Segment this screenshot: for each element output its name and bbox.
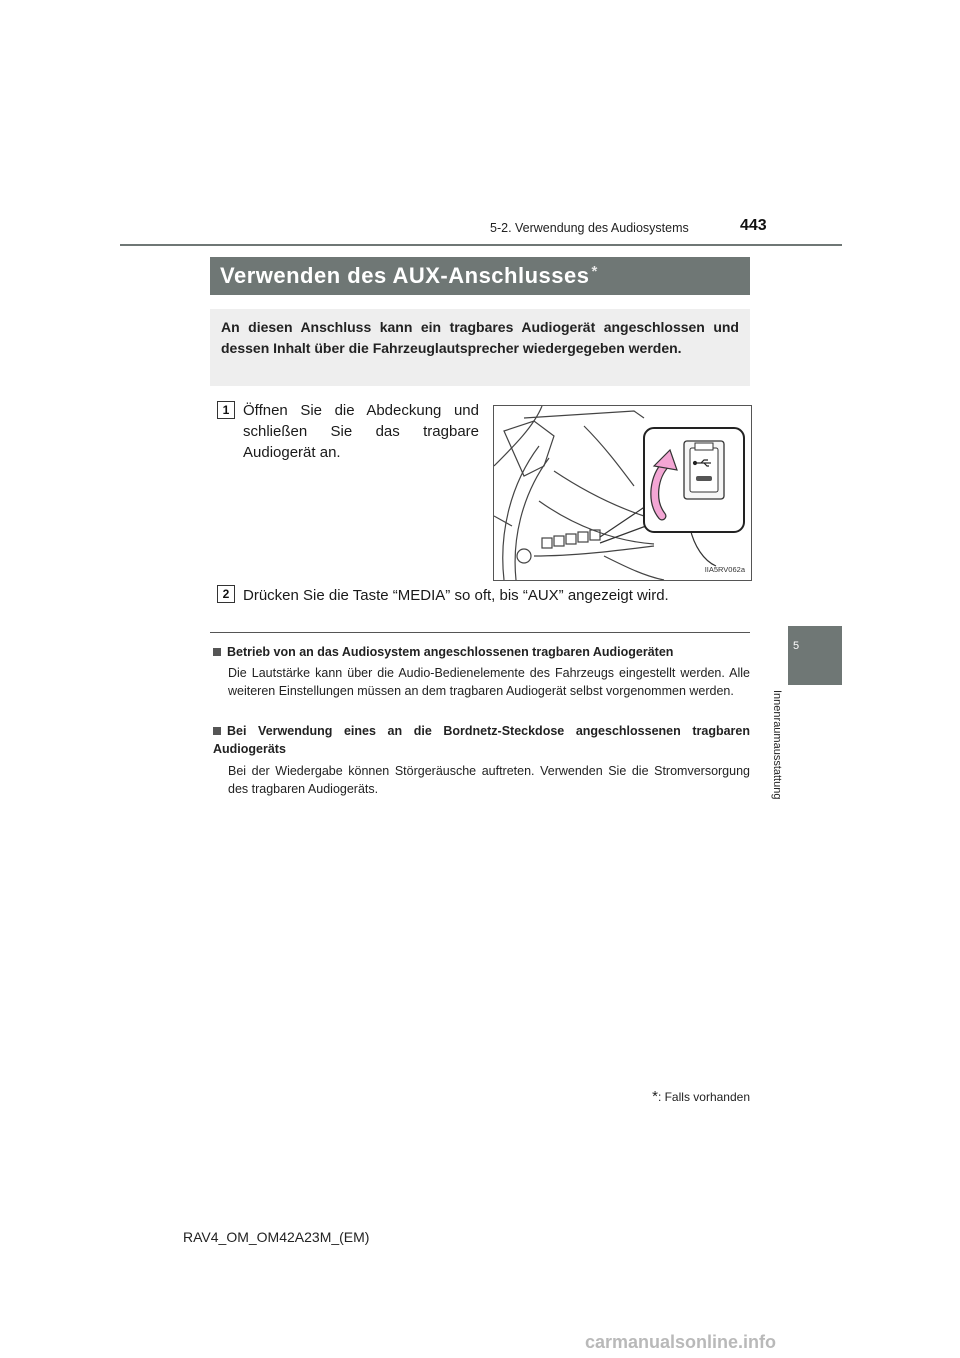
- section-title-bar: [210, 257, 750, 295]
- note-1-heading-text: Betrieb von an das Audiosystem angeschlossenen tragbaren Audiogeräten: [227, 645, 674, 659]
- document-code: RAV4_OM_OM42A23M_(EM): [183, 1229, 370, 1245]
- notes-divider: [210, 632, 750, 633]
- figure-code: IIA5RV062a: [704, 565, 745, 574]
- running-header-section: 5-2. Verwendung des Audiosystems: [490, 221, 689, 235]
- section-title: [220, 263, 598, 289]
- chapter-number: 5: [792, 640, 800, 652]
- note-2-heading-text: Bei Verwendung eines an die Bordnetz-Steckdose angeschlossenen tragbaren Audiogeräts: [213, 724, 750, 756]
- chapter-label-text: Innenraumausstattung: [771, 690, 783, 800]
- chapter-tab: [788, 626, 842, 685]
- dashboard-illustration: [494, 406, 751, 580]
- header-divider: [120, 244, 842, 246]
- chapter-label: [771, 690, 799, 830]
- square-bullet-icon: [213, 727, 221, 735]
- footnote-asterisk-icon: *: [652, 1088, 658, 1105]
- step-2-number: 2: [217, 585, 235, 603]
- optional-equipment-asterisk-icon: *: [591, 263, 598, 280]
- intro-box: [210, 309, 750, 386]
- note-1-heading: [213, 643, 753, 661]
- aux-port-illustration: [493, 405, 752, 581]
- note-1-body: Die Lautstärke kann über die Audio-Bedienelemente des Fahrzeugs eingestellt werden. Alle weiteren Einstellungen müssen an dem tragbaren Audiogerät selbst vorgenommen werden.: [228, 666, 750, 698]
- note-2-body: Bei der Wiedergabe können Störgeräusche auftreten. Verwenden Sie die Stromversorgung des tragbaren Audiogeräts.: [228, 764, 750, 796]
- intro-text: An diesen Anschluss kann ein tragbares Audiogerät angeschlossen und dessen Inhalt über die Fahrzeuglautsprecher wiedergegeben werden.: [221, 319, 739, 356]
- footnote-text: : Falls vorhanden: [657, 1090, 750, 1104]
- step-2-text: Drücken Sie die Taste “MEDIA” so oft, bis “AUX” angezeigt wird.: [243, 587, 669, 604]
- section-title-text: Verwenden des AUX-Anschlusses: [220, 263, 590, 288]
- square-bullet-icon: [213, 648, 221, 656]
- step-1-text: Öffnen Sie die Abdeckung und schließen Sie das tragbare Audiogerät an.: [243, 402, 479, 461]
- watermark: carmanualsonline.info: [585, 1332, 777, 1352]
- steering-wheel-outline: [503, 446, 539, 580]
- page-number: 443: [740, 217, 767, 234]
- footnote: [610, 1088, 750, 1105]
- step-1-number: 1: [217, 401, 235, 419]
- note-2-heading: [213, 722, 750, 758]
